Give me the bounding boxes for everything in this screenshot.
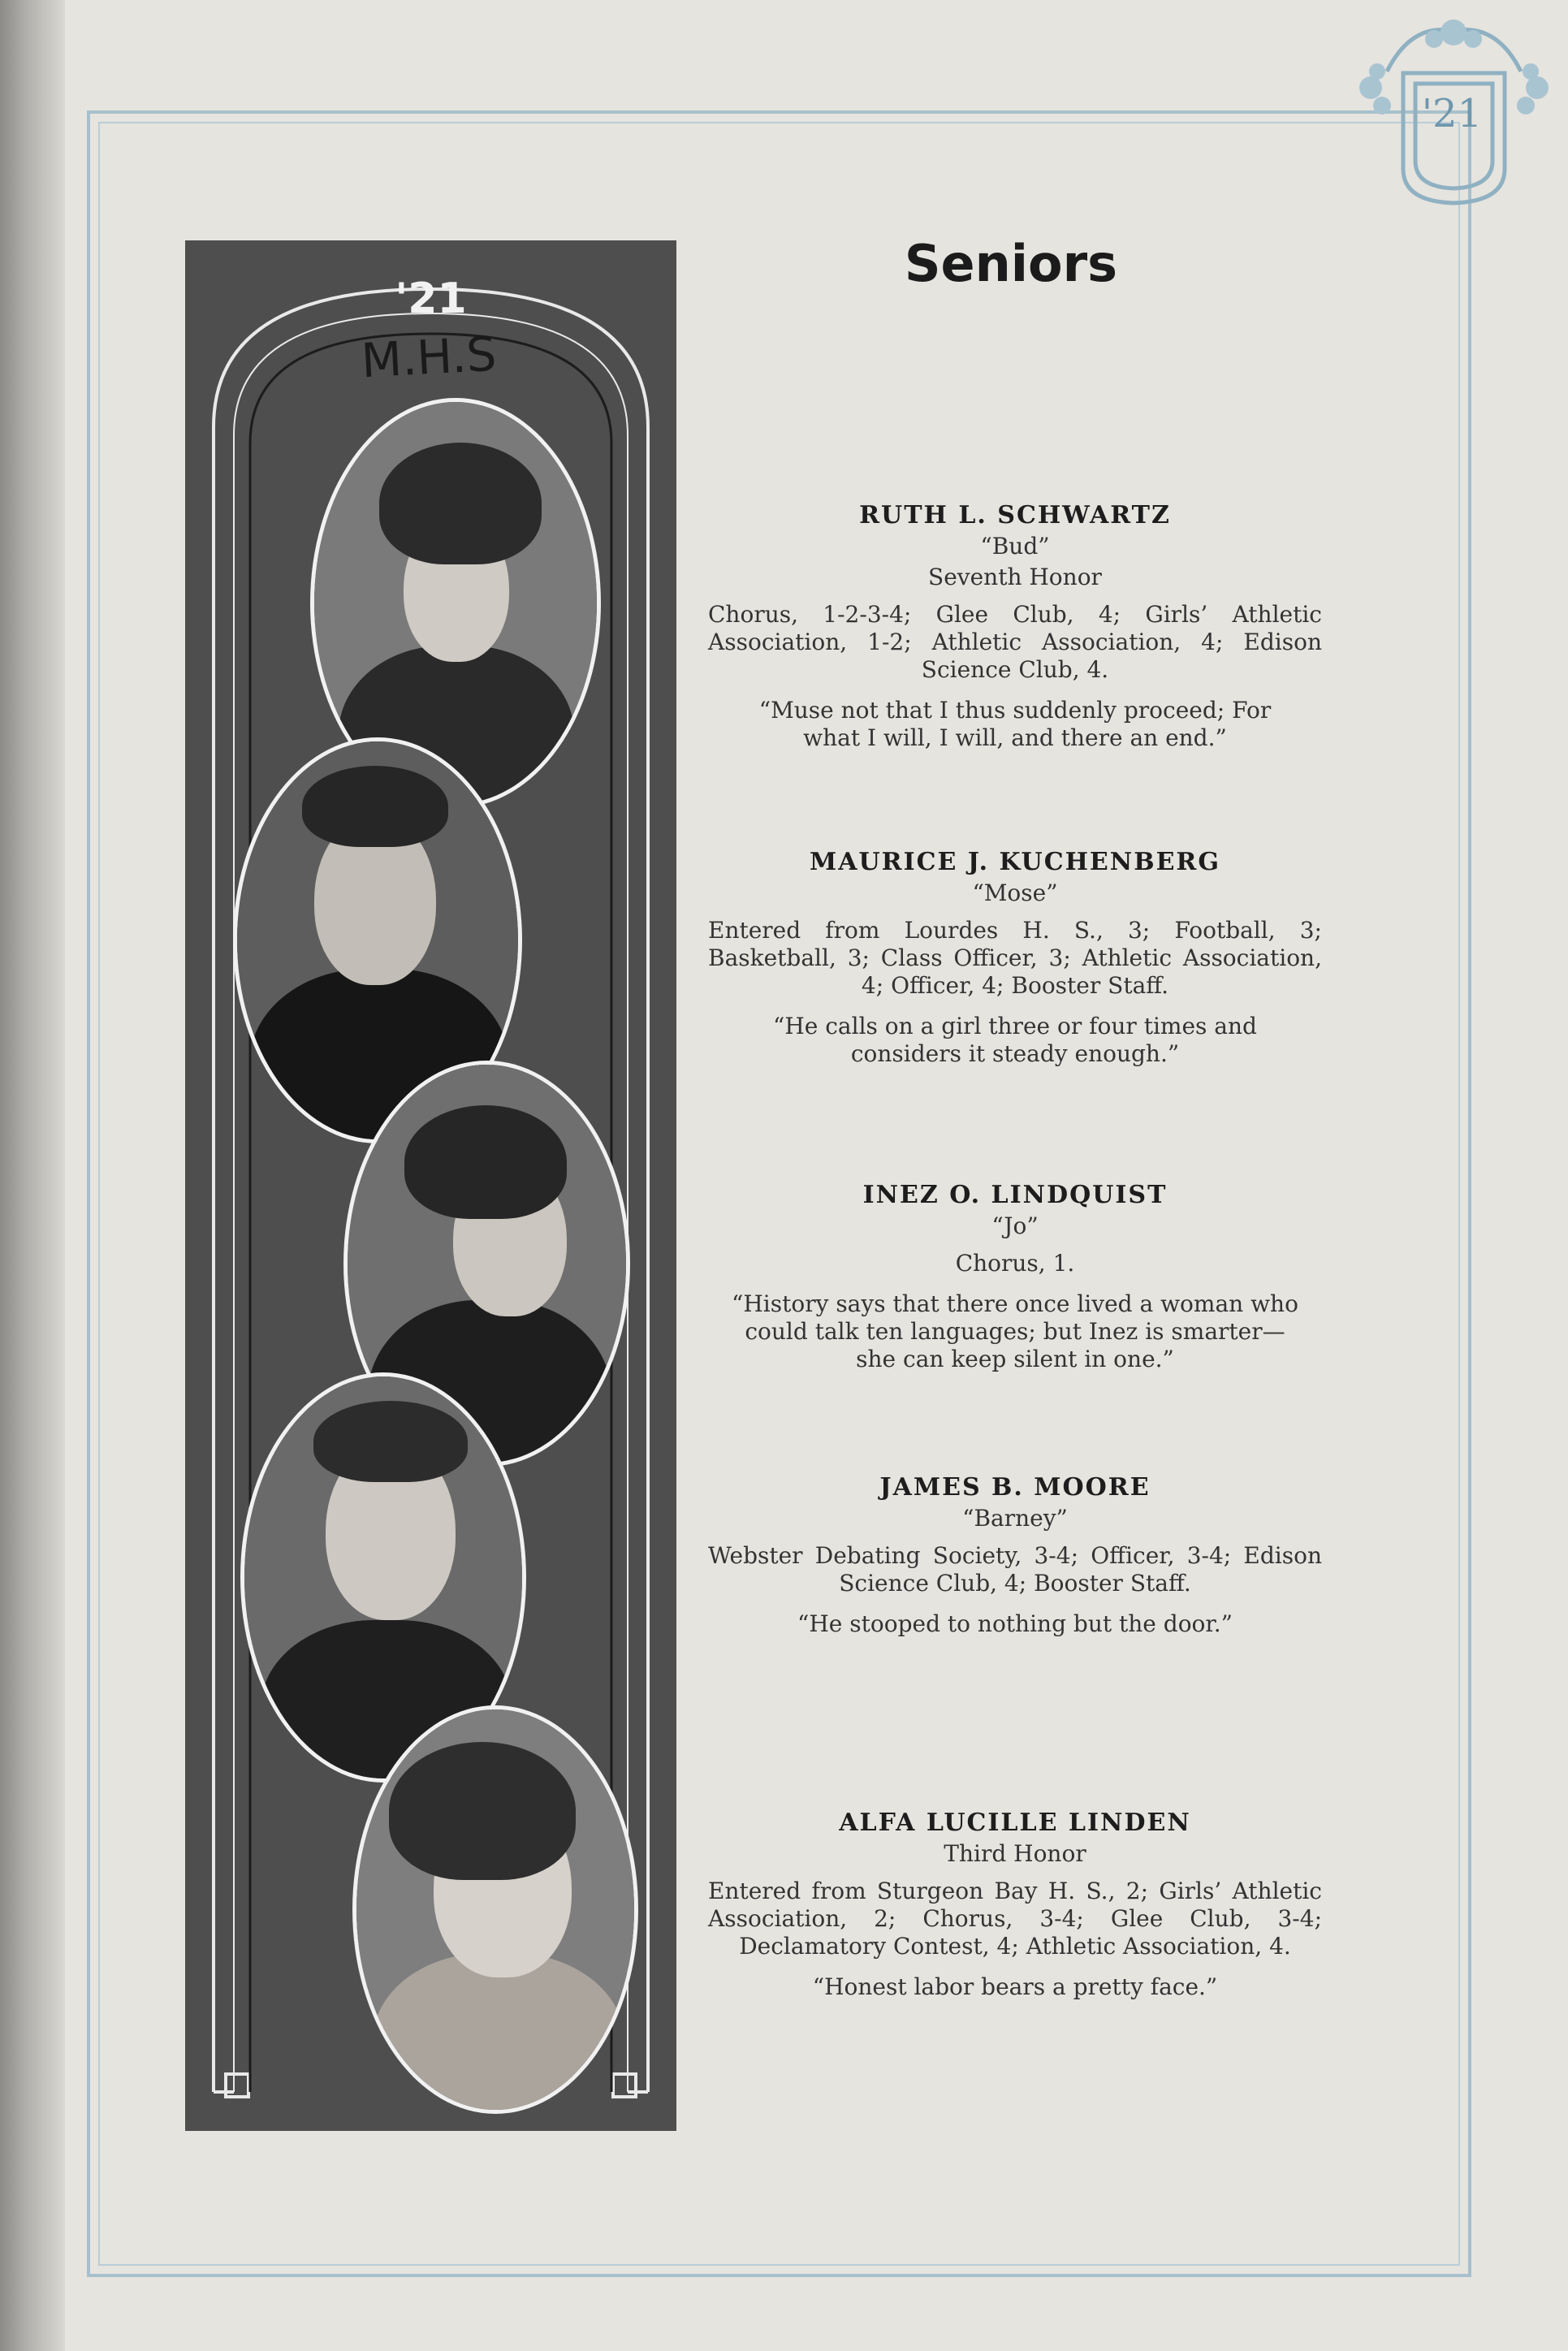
senior-name: MAURICE J. KUCHENBERG	[809, 848, 1220, 876]
senior-entry	[698, 1182, 1332, 1373]
page-title: Seniors	[904, 234, 1118, 293]
senior-quote: “History says that there once lived a woman who could talk ten languages; but Inez is smarter—she can keep silent in one.”	[732, 1290, 1298, 1372]
senior-nickname: “Mose”	[972, 879, 1058, 906]
senior-entry	[698, 502, 1332, 752]
senior-name: INEZ O. LINDQUIST	[862, 1181, 1168, 1209]
senior-name: JAMES B. MOORE	[879, 1473, 1151, 1502]
senior-entry	[698, 849, 1332, 1068]
portrait-alfa-linden	[352, 1705, 638, 2114]
senior-nickname: “Bud”	[980, 533, 1050, 560]
senior-quote: “Muse not that I thus suddenly proceed; For what I will, I will, and there an end.”	[758, 697, 1272, 751]
strip-handwriting: M.H.S	[360, 326, 498, 389]
senior-honor: Seventh Honor	[928, 564, 1102, 590]
senior-entry	[698, 1809, 1332, 2001]
senior-entry	[698, 1474, 1332, 1638]
crest-year: '21	[1421, 91, 1483, 136]
senior-activities: Entered from Sturgeon Bay H. S., 2; Girls’ Athletic Association, 2; Chorus, 3-4; Glee Club, 3-4; Declamatory Contest, 4; Athletic Association, 4.	[708, 1878, 1322, 1960]
senior-name: RUTH L. SCHWARTZ	[859, 501, 1171, 529]
book-gutter	[0, 0, 65, 2351]
senior-nickname: “Barney”	[962, 1505, 1068, 1532]
senior-name: ALFA LUCILLE LINDEN	[839, 1809, 1191, 1837]
senior-activities: Chorus, 1-2-3-4; Glee Club, 4; Girls’ Athletic Association, 1-2; Athletic Association, 4; Edison Science Club, 4.	[708, 601, 1322, 683]
senior-honor: Third Honor	[944, 1840, 1086, 1867]
senior-activities: Entered from Lourdes H. S., 3; Football, 3; Basketball, 3; Class Officer, 3; Athletic Association, 4; Officer, 4; Booster Staff.	[708, 917, 1322, 999]
senior-activities: Webster Debating Society, 3-4; Officer, 3-4; Edison Science Club, 4; Booster Staff.	[708, 1542, 1322, 1597]
senior-activities: Chorus, 1.	[955, 1250, 1075, 1277]
senior-nickname: “Jo”	[991, 1212, 1039, 1239]
senior-quote: “Honest labor bears a pretty face.”	[812, 1973, 1218, 2000]
senior-quote: “He stooped to nothing but the door.”	[797, 1610, 1233, 1637]
strip-year: '21	[395, 274, 467, 323]
senior-quote: “He calls on a girl three or four times and considers it steady enough.”	[773, 1013, 1257, 1067]
